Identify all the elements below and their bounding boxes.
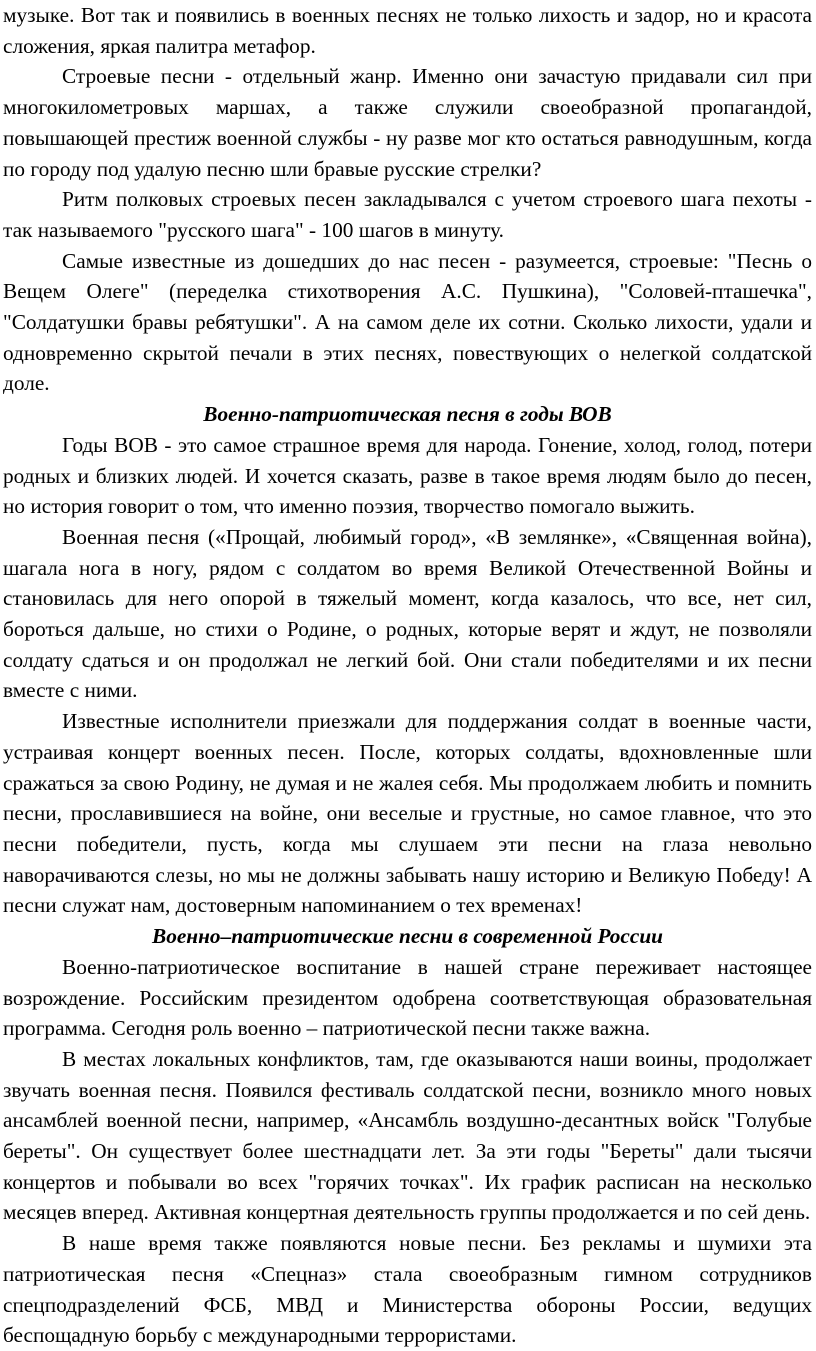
paragraph-wwii-years: Годы ВОВ - это самое страшное время для народа. Гонение, холод, голод, потери родных и близких людей. И хочется сказать, разве в такое время людям было до песен, но история говорит о том, что именно поэзия, творчество помогало выжить. xyxy=(3,432,812,519)
paragraph-education: Военно-патриотическое воспитание в нашей стране переживает настоящее возрождение. Российским президентом одобрена соответствующая образовательная программа. Сегодня роль военно – патриотической песни также важна. xyxy=(3,954,812,1041)
paragraph-famous-songs: Самые известные из дошедших до нас песен - разумеется, строевые: "Песнь о Вещем Олеге" (переделка стихотворения А.С. Пушкина), "Соловей-пташечка", "Солдатушки бравы ребятушки". А на самом деле их сотни. Сколько лихости, удали и одновременно скрытой печали в этих песнях, повествующих о нелегкой солдатской доле. xyxy=(3,248,812,396)
paragraph-war-song: Военная песня («Прощай, любимый город», «В землянке», «Священная война), шагала нога в ногу, рядом с солдатом во время Великой Отечественной Войны и становилась для него опорой в тяжелый момент, когда казалось, что все, нет сил, бороться дальше, но стихи о Родине, о родных, которые верят и ждут, не позволяли солдату сдаться и он продолжал не легкий бой. Они стали победителями и их песни вместе с ними. xyxy=(3,524,812,703)
paragraph-marching-songs: Строевые песни - отдельный жанр. Именно они зачастую придавали сил при многокилометровых маршах, а также служили своеобразной пропагандой, повышающей престиж военной службы - ну разве мог кто остаться равнодушным, когда по городу под удалую песню шли бравые русские стрелки? xyxy=(3,64,812,181)
paragraph-local-conflicts: В местах локальных конфликтов, там, где оказываются наши воины, продолжает звучать военная песня. Появился фестиваль солдатской песни, возникло много новых ансамблей военной песни, например, «Ансамбль воздушно-десантных войск "Голубые береты". Он существует более шестнадцати лет. За эти годы "Береты" дали тысячи концертов и побывали во всех "горячих точках". Их график расписан на несколько месяцев вперед. Активная концертная деятельность группы продолжается и по сей день. xyxy=(3,1046,812,1225)
paragraph-performers: Известные исполнители приезжали для поддержания солдат в военные части, устраивая концерт военных песен. После, которых солдаты, вдохновленные шли сражаться за свою Родину, не думая и не жалея себя. Мы продолжаем любить и помнить песни, прославившиеся на войне, они веселые и грустные, но самое главное, что это песни победители, пусть, когда мы слушаем эти песни на глаза невольно наворачиваются слезы, но мы не должны забывать нашу историю и Великую Победу! А песни служат нам, достоверным напоминанием о тех временах! xyxy=(3,709,812,918)
paragraph-continuation: музыке. Вот так и появились в военных песнях не только лихость и задор, но и красота сложения, яркая палитра метафор. xyxy=(3,3,812,58)
section-heading-modern: Военно–патриотические песни в современной России xyxy=(151,924,664,949)
paragraph-new-songs: В наше время также появляются новые песни. Без рекламы и шумихи эта патриотическая песня «Спецназ» стала своеобразным гимном сотрудников спецподразделений ФСБ, МВД и Министерства обороны России, ведущих беспощадную борьбу с международными террористами. xyxy=(3,1231,812,1348)
section-heading-wwii: Военно-патриотическая песня в годы ВОВ xyxy=(203,402,612,427)
paragraph-rhythm: Ритм полковых строевых песен закладывался с учетом строевого шага пехоты - так называемого "русского шага" - 100 шагов в минуту. xyxy=(3,187,812,242)
